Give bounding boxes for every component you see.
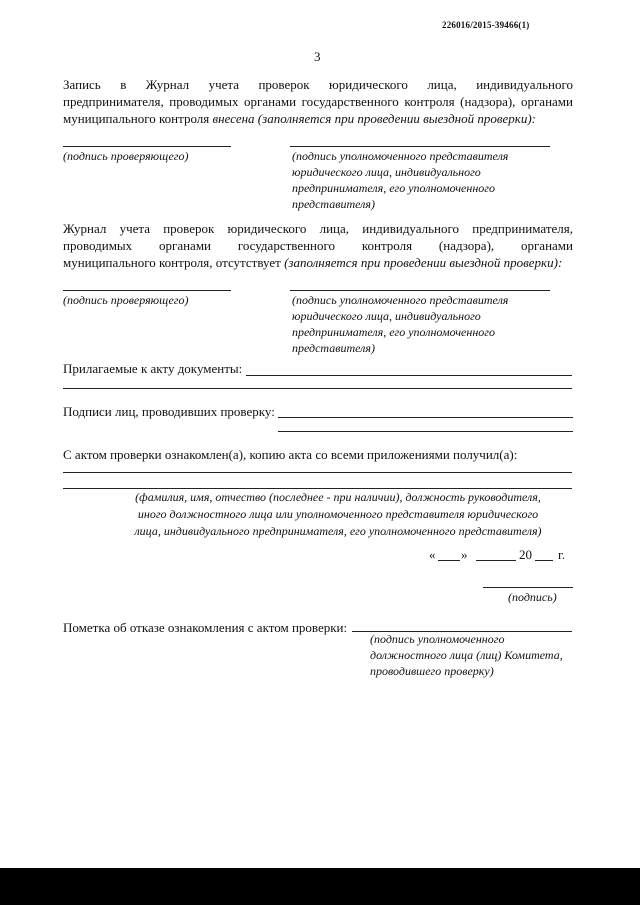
representative-signature-caption-2: [292, 292, 572, 356]
acknowledgement-signature-line[interactable]: [483, 587, 573, 588]
acknowledgement-signature-caption: (подпись): [508, 590, 557, 604]
page-number: 3: [314, 49, 321, 64]
journal-absent-line-2: проводимых органами государственного контроля (надзора), органами: [63, 238, 573, 253]
journal-absent-paragraph: [63, 220, 573, 271]
inspectors-signatures-label: Подписи лиц, проводивших проверку:: [63, 404, 275, 419]
date-open-quote: «: [429, 547, 436, 562]
caption-line: представителя): [292, 197, 375, 211]
caption-line: представителя): [292, 341, 375, 355]
caption-line: иного должностного лица или уполномоченного представителя юридического: [137, 507, 539, 521]
date-year-prefix: 20: [519, 547, 532, 562]
acknowledgement-field-1[interactable]: [63, 472, 572, 473]
attached-documents-field-2[interactable]: [63, 388, 572, 389]
journal-entry-note: внесена (заполняется при проведении выездной проверки):: [212, 111, 536, 126]
caption-line: предпринимателя, его уполномоченного: [292, 325, 495, 339]
document-id: 226016/2015-39466(1): [442, 20, 530, 30]
caption-line: проводившего проверку): [370, 664, 494, 678]
acknowledgement-caption: [63, 489, 613, 540]
refusal-caption: [370, 631, 590, 679]
journal-absent-line-3-text: муниципального контроля, отсутствует: [63, 255, 281, 270]
journal-entry-line-1: Запись в Журнал учета проверок юридического лица, индивидуального: [63, 77, 573, 92]
date-year-field[interactable]: [535, 560, 553, 561]
journal-entry-line-2: предпринимателя, проводимых органами государственного контроля (надзора), органами: [63, 94, 573, 109]
caption-line: предпринимателя, его уполномоченного: [292, 181, 495, 195]
date-year-suffix: г.: [558, 547, 566, 562]
caption-line: (подпись уполномоченного представителя: [292, 149, 509, 163]
journal-entry-line-3: [63, 110, 573, 127]
journal-entry-line-3-text: муниципального контроля: [63, 111, 210, 126]
caption-line: юридического лица, индивидуального: [292, 165, 481, 179]
acknowledgement-label: С актом проверки ознакомлен(а), копию акта со всеми приложениями получил(а):: [63, 447, 518, 462]
inspector-signature-line-1[interactable]: [63, 146, 231, 147]
inspector-signature-caption-2: (подпись проверяющего): [63, 293, 189, 307]
caption-line: лица, индивидуального предпринимателя, его уполномоченного представителя): [134, 524, 542, 538]
attached-documents-field[interactable]: [246, 375, 572, 376]
date-close-quote: »: [461, 547, 468, 562]
caption-line: должностного лица (лиц) Комитета,: [370, 648, 563, 662]
inspectors-signatures-field-2[interactable]: [278, 431, 573, 432]
representative-signature-line-1[interactable]: [290, 146, 550, 147]
date-day-field[interactable]: [438, 560, 460, 561]
refusal-label: Пометка об отказе ознакомления с актом проверки:: [63, 620, 348, 635]
caption-line: (фамилия, имя, отчество (последнее - при наличии), должность руководителя,: [135, 490, 541, 504]
inspector-signature-line-2[interactable]: [63, 290, 231, 291]
inspector-signature-caption-1: (подпись проверяющего): [63, 149, 189, 163]
caption-line: (подпись уполномоченного: [370, 632, 505, 646]
representative-signature-caption-1: [292, 148, 572, 212]
date-month-field[interactable]: [476, 560, 516, 561]
caption-line: (подпись уполномоченного представителя: [292, 293, 509, 307]
journal-absent-note: (заполняется при проведении выездной проверки):: [284, 255, 563, 270]
inspectors-signatures-field-1[interactable]: [278, 417, 573, 418]
representative-signature-line-2[interactable]: [290, 290, 550, 291]
attached-documents-label: Прилагаемые к акту документы:: [63, 361, 243, 376]
caption-line: юридического лица, индивидуального: [292, 309, 481, 323]
journal-absent-line-1: Журнал учета проверок юридического лица, индивидуального предпринимателя,: [63, 221, 573, 236]
scan-border: [0, 868, 640, 905]
journal-entry-paragraph: [63, 76, 573, 127]
journal-absent-line-3: [63, 254, 573, 271]
